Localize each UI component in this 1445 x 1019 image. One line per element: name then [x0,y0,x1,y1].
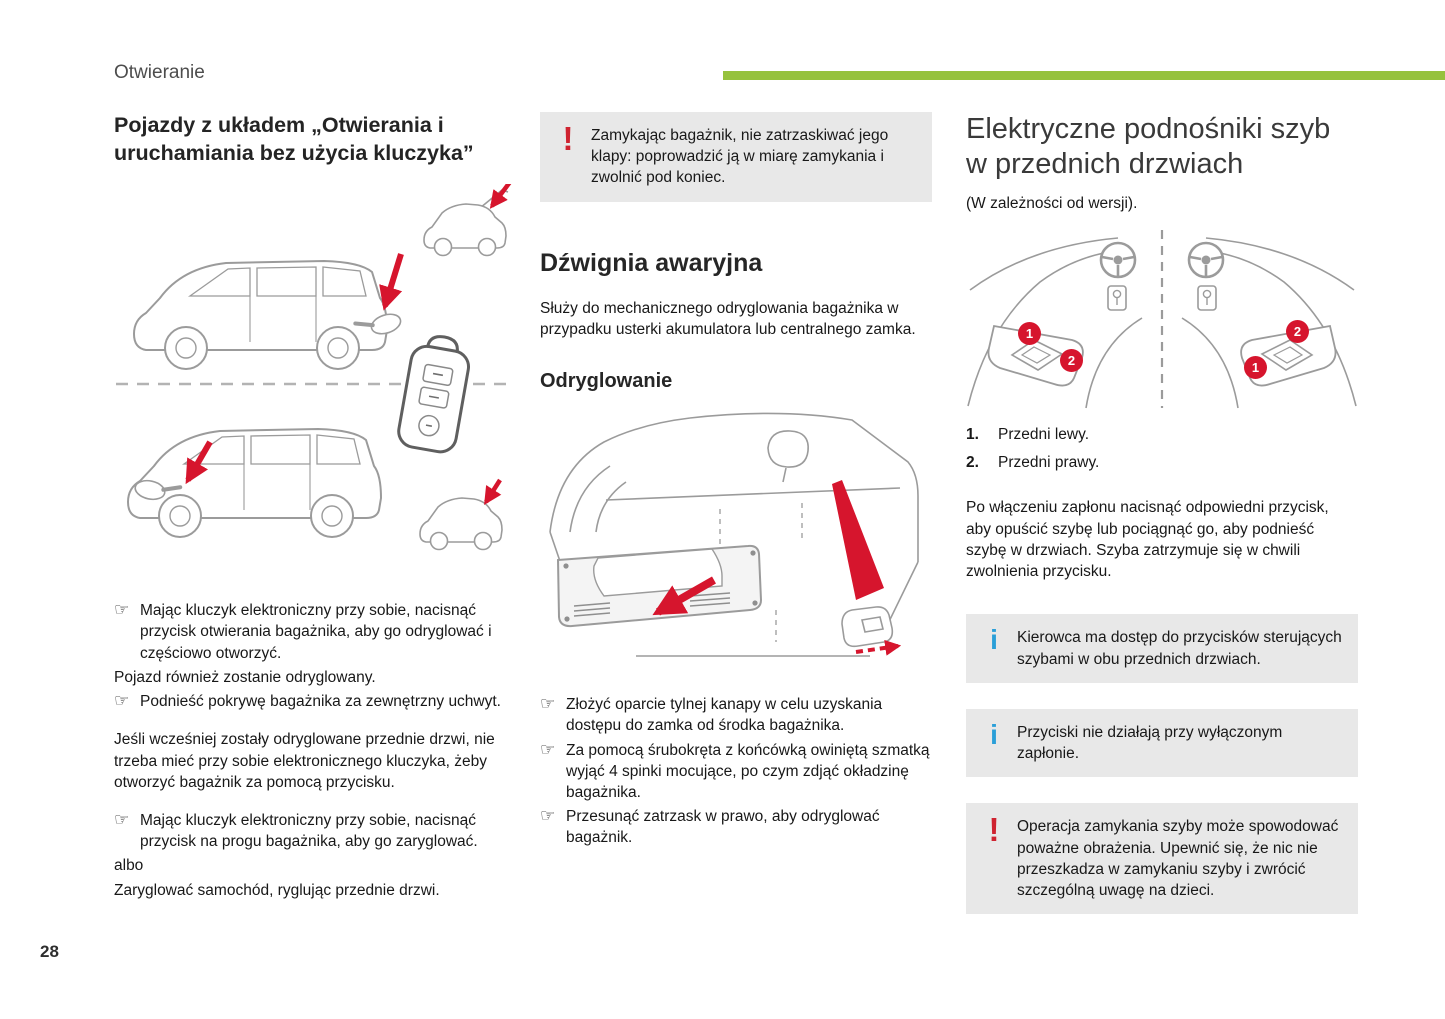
instruction-item [540,806,932,848]
subsection-title-unlocking: Odryglowanie [540,370,673,393]
warning-icon: ! [562,120,574,157]
warning-icon: ! [988,811,1000,849]
door-switches-diagram [966,226,1358,412]
key-fob-icon [396,332,473,454]
alternative-word: albo [114,857,144,875]
illustration-door-switches [966,226,1358,412]
legend-number: 2. [966,454,979,472]
illustration-trunk-trim [540,404,932,682]
instruction-item [114,691,514,712]
version-note: (W zależności od wersji). [966,194,1138,212]
instruction-text: Podnieść pokrywę bagażnika za zewnętrzny uchwyt. [140,693,501,711]
instruction-text: Mając kluczyk elektroniczny przy sobie, nacisnąć przycisk na progu bagażnika, aby go zaryglować. [140,811,478,851]
spacer [114,796,514,810]
info-box-ignition-off [966,709,1358,777]
column-keyless-entry [114,112,514,904]
warning-text: Operacja zamykania szyby może spowodować poważne obrażenia. Upewnić się, że nic nie przeszkadza w zamykaniu szyby i zwrócić szczególną uwagę na dzieci. [1017,818,1339,900]
info-box-driver-access [966,614,1358,682]
switch-badge-2-right: 2 [1286,320,1309,343]
legend-number: 1. [966,425,979,443]
info-icon: i [990,718,998,750]
info-text: Kierowca ma dostęp do przycisków sterujących szybami w obu przednich drzwiach. [1017,629,1342,668]
hand-pointer-icon: ☞ [114,691,130,711]
paragraph: Jeśli wcześniej zostały odryglowane przednie drzwi, nie trzeba mieć przy sobie elektronicznego kluczyka, żeby otworzyć bagażnik za pomocą przycisku. [114,731,495,791]
switch-badge-1-left: 1 [1018,322,1041,345]
hand-pointer-icon: ☞ [540,739,556,759]
section-title-power-windows: Elektryczne podnośniki szyb w przednich drzwiach [966,113,1331,181]
page-number: 28 [40,942,59,961]
steering-wheel-icon [1101,243,1135,277]
hand-pointer-icon: ☞ [114,809,130,829]
paragraph: Po włączeniu zapłonu nacisnąć odpowiedni przycisk, aby opuścić szybę lub pociągnąć go, aby podnieść szybę w drzwiach. Szyba zatrzymuje się w chwili zwolnienia przycisku. [966,499,1329,581]
switch-badge-2-left: 2 [1060,349,1083,372]
instruction-text: Przesunąć zatrzask w prawo, aby odryglować bagażnik. [566,808,880,847]
instruction-item [540,740,932,804]
keyless-cars-diagram [114,184,512,582]
info-icon: i [990,624,998,656]
hand-pointer-icon: ☞ [540,806,556,826]
legend-label: Przedni lewy. [998,425,1090,443]
chapter-header: Otwieranie [114,62,205,83]
legend-label: Przedni prawy. [998,454,1100,472]
trunk-trim-diagram [540,404,932,676]
warning-text: Zamykając bagażnik, nie zatrzaskiwać jego klapy: poprowadzić ją w miarę zamykania i zwolnić pod koniec. [591,127,889,187]
column-emergency-lever [540,112,932,852]
section-intro: Służy do mechanicznego odryglowania bagażnika w przypadku usterki akumulatora lub centralnego zamka. [540,299,916,339]
legend-list [966,424,1358,473]
section-title-emergency-lever: Dźwignia awaryjna [540,248,763,277]
warning-box-tailgate [540,112,932,202]
header-accent-bar [723,71,1445,80]
hand-pointer-icon: ☞ [540,694,556,714]
instruction-item [540,694,932,736]
note-text: Pojazd również zostanie odryglowany. [114,668,376,686]
illustration-keyless-cars [114,184,514,588]
instruction-item [114,600,514,664]
legend-item [966,424,1358,445]
info-text: Przyciski nie działają przy wyłączonym zapłonie. [1017,723,1283,763]
instruction-text: Mając kluczyk elektroniczny przy sobie, nacisnąć przycisk otwierania bagażnika, aby go odryglować i częściowo otworzyć. [140,602,492,662]
warning-box-window-closing [966,803,1358,914]
instruction-text: Za pomocą śrubokręta z końcówką owiniętą szmatką wyjąć 4 spinki mocujące, po czym zdjąć okładzinę bagażnika. [566,741,930,801]
instruction-text: Złożyć oparcie tylnej kanapy w celu uzyskania dostępu do zamka od środka bagażnika. [566,696,883,735]
spacer [114,715,514,729]
instruction-item [114,810,514,852]
hand-pointer-icon: ☞ [114,600,130,620]
switch-badge-1-right: 1 [1244,356,1267,379]
paragraph: Zaryglować samochód, ryglując przednie drzwi. [114,881,440,899]
legend-item [966,452,1358,473]
section-title-keyless: Pojazdy z układem „Otwierania i uruchamiania bez użycia kluczyka” [114,113,474,165]
column-power-windows [966,112,1358,914]
